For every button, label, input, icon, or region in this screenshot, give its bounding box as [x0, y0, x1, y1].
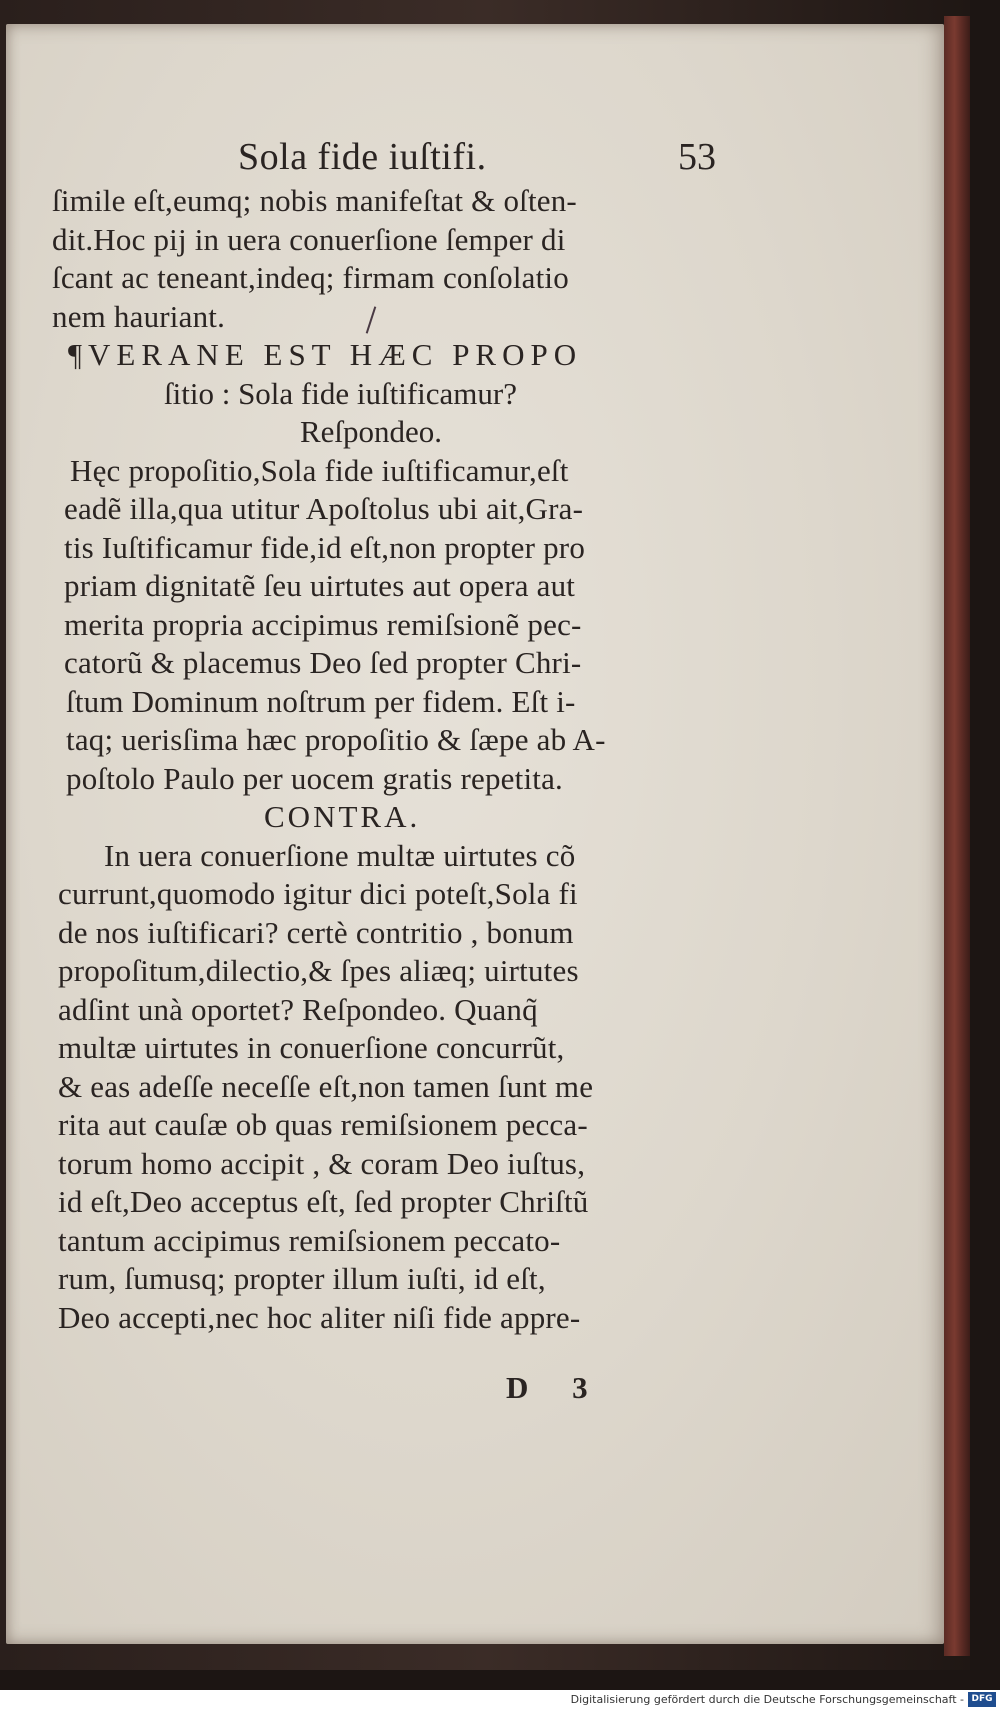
contra-line: rita aut cauſæ ob quas remiſsionem pecca- — [58, 1107, 588, 1142]
book-page — [6, 24, 944, 1644]
page-number: 53 — [678, 136, 716, 178]
text-line: ſimile eſt,eumq; nobis manifeſtat & oſten- — [52, 183, 577, 218]
contra-line: propoſitum,dilectio,& ſpes aliæq; uirtutes — [58, 953, 579, 988]
signature-mark: D 3 — [506, 1370, 606, 1405]
question-heading: ¶VERANE EST HÆC PROPO — [68, 337, 583, 372]
contra-line: In uera conuerſione multæ uirtutes cõ — [104, 837, 576, 873]
answer-line: poſtolo Paulo per uocem gratis repetita. — [66, 760, 563, 796]
text-line: dit.Hoc pij in uera conuerſione ſemper di — [52, 221, 566, 257]
contra-line: rum, ſumusq; propter illum iuſti, id eſt, — [58, 1261, 546, 1296]
answer-line: merita propria accipimus remiſsionẽ pec- — [64, 606, 582, 642]
respondeo-heading: Reſpondeo. — [300, 414, 443, 449]
text-block — [46, 132, 726, 1337]
footer-bar — [0, 1690, 1000, 1710]
answer-line: taq; uerisſima hæc propoſitio & ſæpe ab A- — [66, 722, 606, 757]
footer-credit: Digitalisierung gefördert durch die Deutsche Forschungsgemeinschaft - — [570, 1693, 964, 1706]
book-spine — [944, 16, 970, 1656]
contra-line: adſint unà oportet? Reſpondeo. Quanq̃ — [58, 991, 538, 1027]
running-title: Sola fide iuſtifi. — [238, 136, 487, 178]
contra-line: Deo accepti,nec hoc aliter niſi fide appre- — [58, 1299, 581, 1335]
page-header — [46, 132, 726, 182]
contra-line: multæ uirtutes in conuerſione concurrũt, — [58, 1030, 565, 1065]
answer-line: ſtum Dominum noſtrum per fidem. Eſt i- — [66, 683, 576, 719]
dfg-logo-icon: DFG — [968, 1692, 996, 1707]
contra-line: id eſt,Deo acceptus eſt, ſed propter Chriſtũ — [58, 1184, 589, 1219]
answer-line: Hęc propoſitio,Sola fide iuſtificamur,eſt — [70, 452, 569, 488]
contra-line: currunt,quomodo igitur dici poteſt,Sola fi — [58, 876, 578, 911]
answer-line: priam dignitatẽ ſeu uirtutes aut opera aut — [64, 568, 576, 603]
question-line: ſitio : Sola fide iuſtificamur? — [164, 375, 517, 411]
text-line: nem hauriant. — [52, 298, 226, 334]
answer-line: catorũ & placemus Deo ſed propter Chri- — [64, 645, 582, 680]
contra-line: de nos iuſtificari? certè contritio , bonum — [58, 914, 574, 950]
answer-line: eadẽ illa,qua utitur Apoſtolus ubi ait,Gra- — [64, 491, 584, 526]
contra-heading: CONTRA. — [264, 799, 421, 834]
contra-line: torum homo accipit , & coram Deo iuſtus, — [58, 1145, 586, 1181]
contra-line: & eas adeſſe neceſſe eſt,non tamen ſunt me — [58, 1068, 594, 1104]
contra-line: tantum accipimus remiſsionem peccato- — [58, 1222, 561, 1258]
answer-line: tis Iuſtificamur fide,id eſt,non propter pro — [64, 529, 586, 565]
text-line: ſcant ac teneant,indeq; firmam conſolatio — [52, 260, 569, 295]
